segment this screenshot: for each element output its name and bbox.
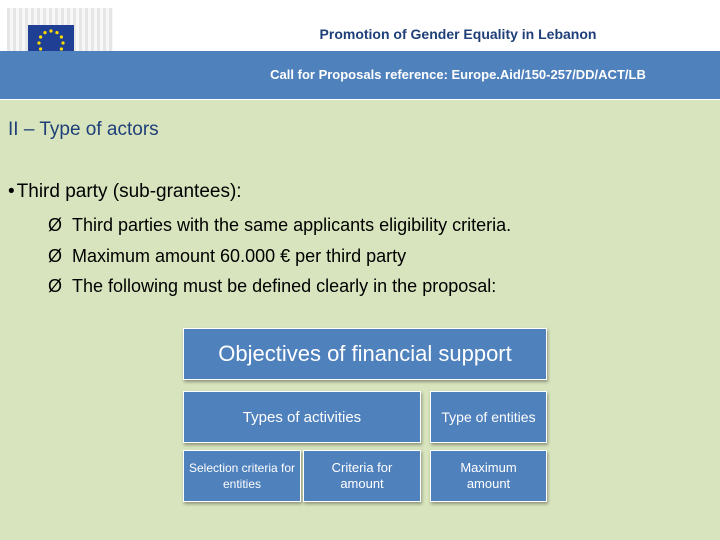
bullet-third-party bbox=[8, 181, 242, 203]
sub-item-text: Third parties with the same applicants eligibility criteria. bbox=[72, 215, 512, 235]
box-types-of-activities: Types of activities bbox=[183, 391, 421, 443]
sub-item-text: The following must be defined clearly in the proposal: bbox=[72, 276, 497, 296]
sub-item bbox=[48, 246, 406, 267]
box-criteria-for-amount: Criteria for amount bbox=[303, 450, 421, 502]
arrow-bullet-icon: Ø bbox=[48, 246, 63, 266]
box-maximum-amount: Maximum amount bbox=[430, 450, 547, 502]
sub-item-text: Maximum amount 60.000 € per third party bbox=[72, 246, 407, 266]
arrow-bullet-icon: Ø bbox=[48, 276, 63, 296]
section-heading: II – Type of actors bbox=[8, 119, 159, 140]
sub-item bbox=[48, 215, 511, 236]
reference-bar bbox=[0, 51, 720, 99]
bullet-dot: • bbox=[8, 181, 15, 202]
box-type-of-entities: Type of entities bbox=[430, 391, 547, 443]
box-selection-criteria: Selection criteria for entities bbox=[183, 450, 301, 502]
page-title: Promotion of Gender Equality in Lebanon bbox=[319, 26, 597, 42]
reference-text: Call for Proposals reference: Europe.Aid/150-257/DD/ACT/LB bbox=[270, 67, 646, 82]
box-objectives: Objectives of financial support bbox=[183, 328, 547, 380]
bullet-text: Third party (sub-grantees): bbox=[16, 181, 242, 202]
sub-item bbox=[48, 276, 496, 297]
arrow-bullet-icon: Ø bbox=[48, 215, 63, 235]
header bbox=[0, 0, 720, 100]
